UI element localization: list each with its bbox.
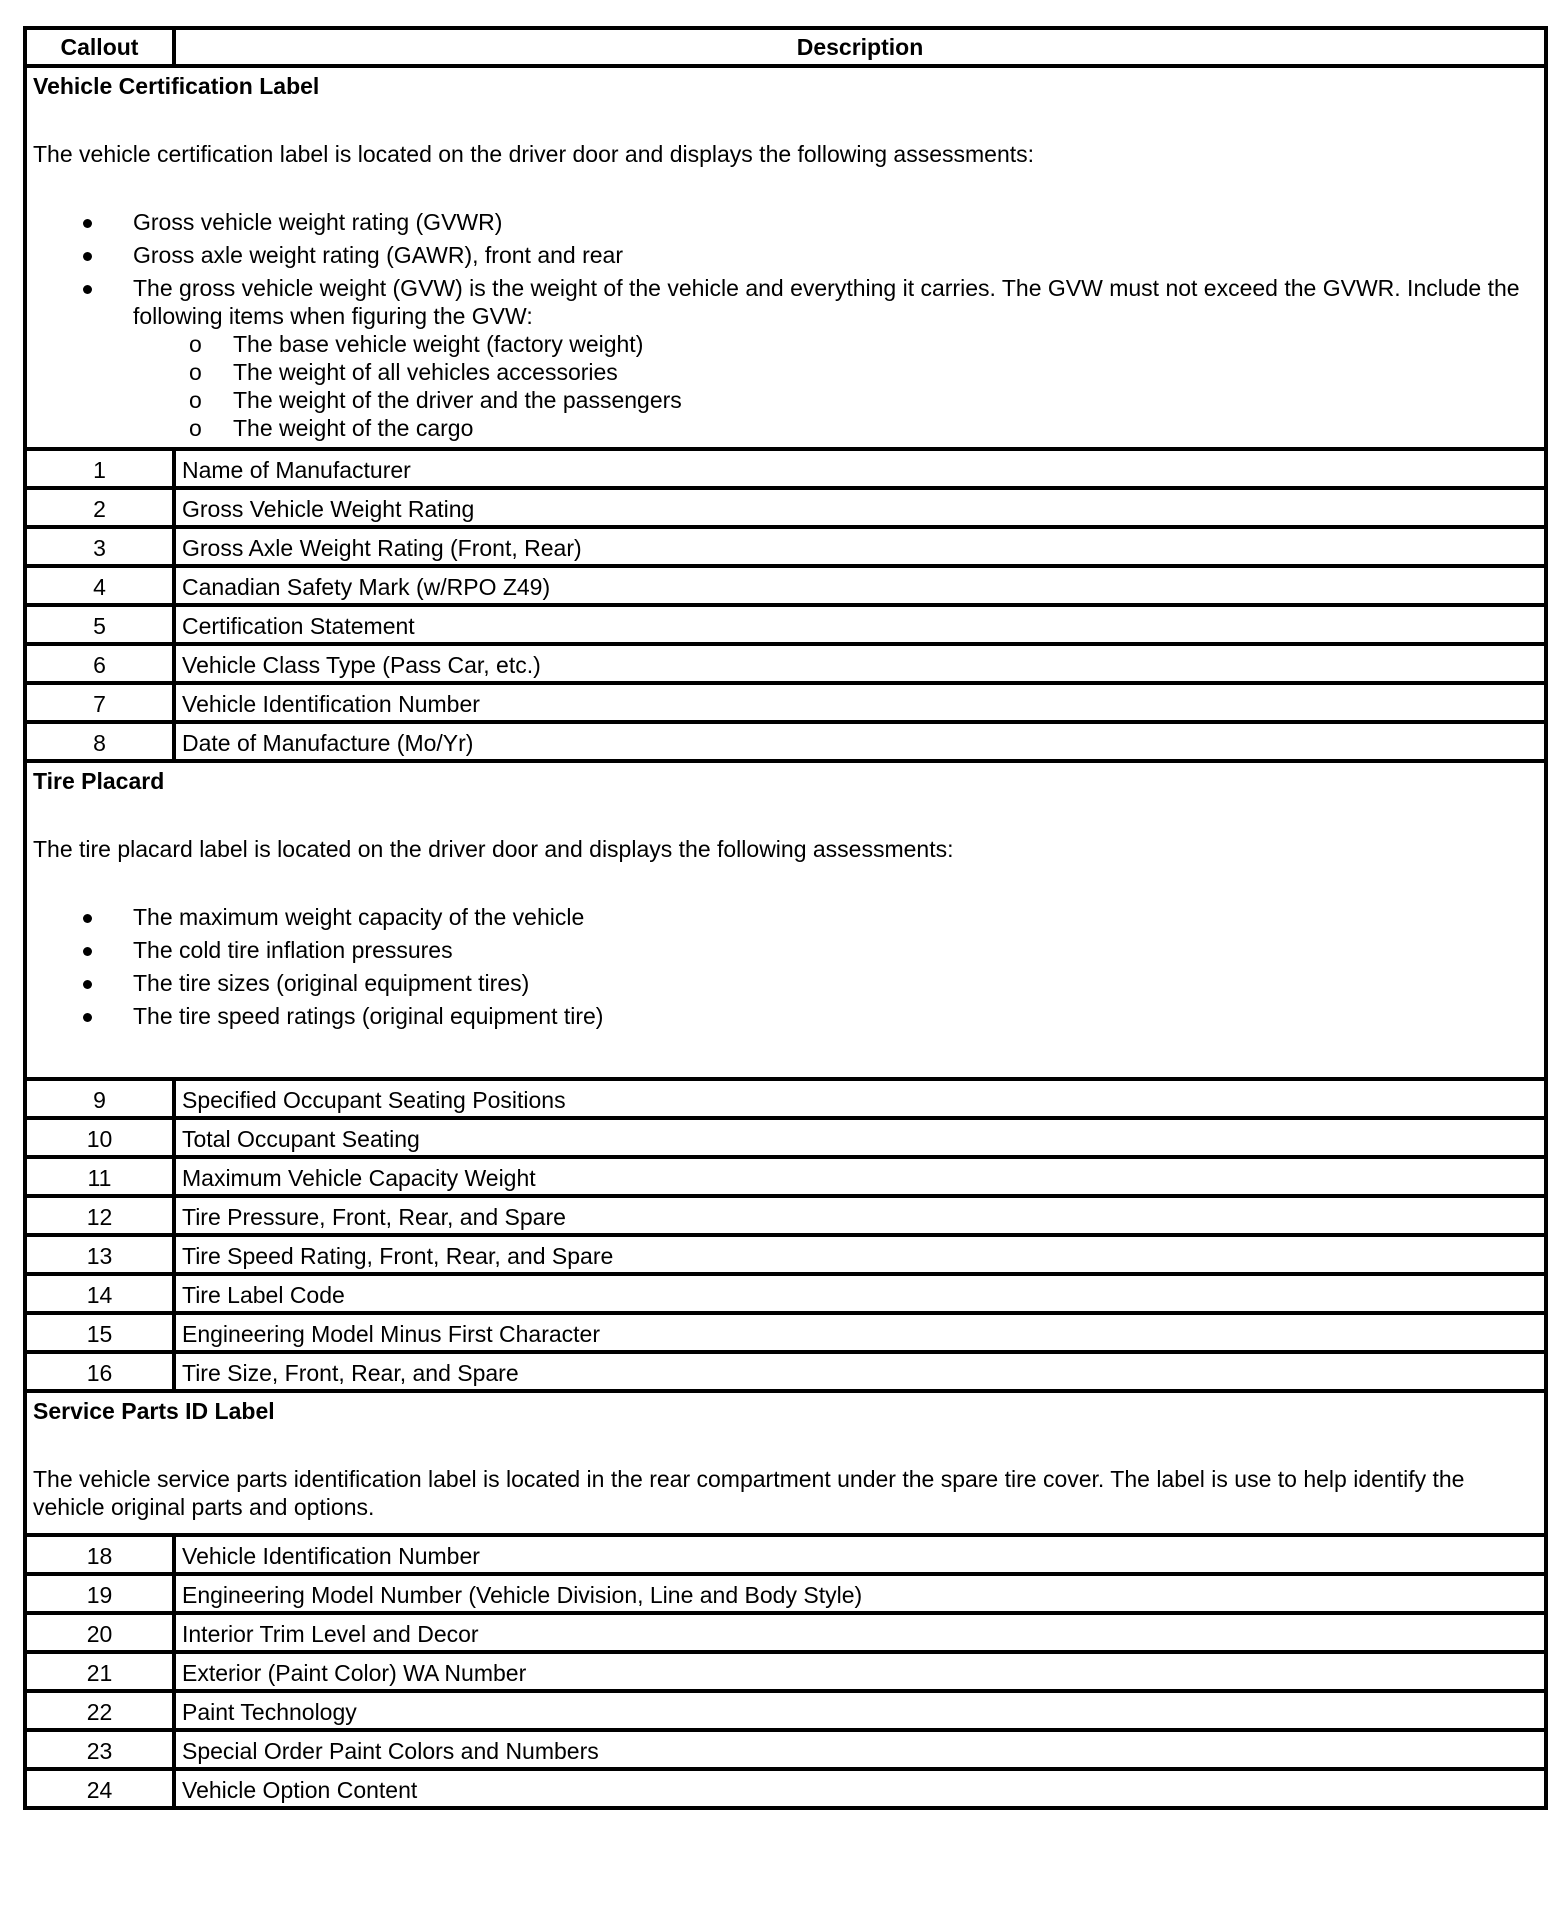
section-cell: [25, 66, 1546, 449]
bullet-item: [33, 969, 1538, 997]
header-row: [25, 28, 1546, 66]
table-row: [25, 605, 1546, 644]
sub-bullet-item: [133, 330, 1528, 358]
circle-bullet-icon: o: [189, 387, 202, 413]
callout-number: 22: [25, 1691, 174, 1730]
callout-description: Canadian Safety Mark (w/RPO Z49): [174, 566, 1546, 605]
table-row: [25, 1118, 1546, 1157]
callout-description: Exterior (Paint Color) WA Number: [174, 1652, 1546, 1691]
callout-description: Tire Size, Front, Rear, and Spare: [174, 1352, 1546, 1391]
bullet-text: The cold tire inflation pressures: [133, 937, 453, 963]
bullet-text: The gross vehicle weight (GVW) is the weight of the vehicle and everything it carries. The GVW must not exceed the GVWR. Include the following items when figuring the GVW:: [133, 275, 1520, 329]
callout-number: 15: [25, 1313, 174, 1352]
bullet-text: Gross axle weight rating (GAWR), front and rear: [133, 242, 623, 268]
section-cell: [25, 1391, 1546, 1535]
callout-number: 16: [25, 1352, 174, 1391]
section-intro: The vehicle certification label is located on the driver door and displays the following assessments:: [33, 141, 1035, 167]
callout-column-header: Callout: [25, 28, 174, 66]
section-cell: [25, 761, 1546, 1079]
table-row: [25, 1535, 1546, 1574]
callout-number: 12: [25, 1196, 174, 1235]
callout-number: 7: [25, 683, 174, 722]
sub-bullet-text: The weight of the cargo: [233, 415, 474, 441]
section-intro: The tire placard label is located on the driver door and displays the following assessments:: [33, 836, 954, 862]
callout-description: Tire Speed Rating, Front, Rear, and Spare: [174, 1235, 1546, 1274]
table-row: [25, 1274, 1546, 1313]
callout-number: 10: [25, 1118, 174, 1157]
callout-description: Certification Statement: [174, 605, 1546, 644]
sub-bullet-item: [133, 386, 1528, 414]
callout-number: 24: [25, 1769, 174, 1808]
callout-description: Engineering Model Minus First Character: [174, 1313, 1546, 1352]
callout-number: 8: [25, 722, 174, 761]
callout-description: Engineering Model Number (Vehicle Division, Line and Body Style): [174, 1574, 1546, 1613]
bullet-text: The tire speed ratings (original equipment tire): [133, 1003, 604, 1029]
table-row: [25, 1769, 1546, 1808]
bullet-dot-icon: [83, 1013, 92, 1022]
bullet-dot-icon: [83, 947, 92, 956]
callout-number: 23: [25, 1730, 174, 1769]
callout-description: Maximum Vehicle Capacity Weight: [174, 1157, 1546, 1196]
callout-number: 13: [25, 1235, 174, 1274]
bullet-list: [33, 903, 1538, 1030]
table-row: [25, 1352, 1546, 1391]
callout-number: 14: [25, 1274, 174, 1313]
bullet-dot-icon: [83, 914, 92, 923]
section-title: Tire Placard: [33, 768, 165, 794]
callout-number: 11: [25, 1157, 174, 1196]
table-row: [25, 644, 1546, 683]
callout-description: Specified Occupant Seating Positions: [174, 1079, 1546, 1118]
bullet-dot-icon: [83, 252, 92, 261]
callout-number: 18: [25, 1535, 174, 1574]
bullet-text: Gross vehicle weight rating (GVWR): [133, 209, 503, 235]
callout-description: Vehicle Identification Number: [174, 683, 1546, 722]
callout-description: Gross Axle Weight Rating (Front, Rear): [174, 527, 1546, 566]
bullet-item: [33, 208, 1538, 236]
table-row: [25, 527, 1546, 566]
section-row-service-parts-id: [25, 1391, 1546, 1535]
callout-description: Tire Label Code: [174, 1274, 1546, 1313]
callout-description: Vehicle Class Type (Pass Car, etc.): [174, 644, 1546, 683]
bullet-dot-icon: [83, 980, 92, 989]
bullet-dot-icon: [83, 285, 92, 294]
table-row: [25, 1235, 1546, 1274]
bullet-item: [33, 241, 1538, 269]
bullet-text: The tire sizes (original equipment tires): [133, 970, 530, 996]
callout-description: Name of Manufacturer: [174, 449, 1546, 488]
table-row: [25, 1652, 1546, 1691]
table-row: [25, 683, 1546, 722]
callout-description: Vehicle Identification Number: [174, 1535, 1546, 1574]
table-row: [25, 1730, 1546, 1769]
circle-bullet-icon: o: [189, 359, 202, 385]
callout-description: Interior Trim Level and Decor: [174, 1613, 1546, 1652]
bullet-item: [33, 936, 1538, 964]
sub-bullet-text: The weight of the driver and the passengers: [233, 387, 682, 413]
callout-number: 2: [25, 488, 174, 527]
bullet-text: The maximum weight capacity of the vehicle: [133, 904, 585, 930]
callout-number: 6: [25, 644, 174, 683]
bullet-item: [33, 903, 1538, 931]
table-row: [25, 1613, 1546, 1652]
table-row: [25, 1691, 1546, 1730]
sub-bullet-text: The weight of all vehicles accessories: [233, 359, 618, 385]
bullet-item: [33, 274, 1538, 442]
callout-number: 3: [25, 527, 174, 566]
callout-description: Paint Technology: [174, 1691, 1546, 1730]
bullet-list: [33, 208, 1538, 442]
table-row: [25, 1313, 1546, 1352]
callout-description: Date of Manufacture (Mo/Yr): [174, 722, 1546, 761]
callout-description: Special Order Paint Colors and Numbers: [174, 1730, 1546, 1769]
callout-description: Tire Pressure, Front, Rear, and Spare: [174, 1196, 1546, 1235]
circle-bullet-icon: o: [189, 331, 202, 357]
callout-table: [23, 26, 1548, 1810]
bullet-item: [33, 1002, 1538, 1030]
table-row: [25, 1574, 1546, 1613]
callout-number: 1: [25, 449, 174, 488]
callout-description: Gross Vehicle Weight Rating: [174, 488, 1546, 527]
callout-description: Total Occupant Seating: [174, 1118, 1546, 1157]
callout-number: 5: [25, 605, 174, 644]
callout-number: 9: [25, 1079, 174, 1118]
table-row: [25, 1196, 1546, 1235]
callout-number: 19: [25, 1574, 174, 1613]
section-intro: The vehicle service parts identification label is located in the rear compartment under the spare tire cover. The label is use to help identify the vehicle original parts and options.: [33, 1466, 1465, 1520]
table-row: [25, 722, 1546, 761]
sub-bullet-list: [133, 330, 1528, 442]
sub-bullet-item: [133, 414, 1528, 442]
sub-bullet-text: The base vehicle weight (factory weight): [233, 331, 644, 357]
sub-bullet-item: [133, 358, 1528, 386]
table-row: [25, 449, 1546, 488]
section-title: Service Parts ID Label: [33, 1398, 275, 1424]
section-row-vehicle-certification: [25, 66, 1546, 449]
section-row-tire-placard: [25, 761, 1546, 1079]
callout-number: 20: [25, 1613, 174, 1652]
section-title: Vehicle Certification Label: [33, 73, 320, 99]
table-row: [25, 566, 1546, 605]
callout-number: 4: [25, 566, 174, 605]
callout-number: 21: [25, 1652, 174, 1691]
table-row: [25, 1157, 1546, 1196]
table-row: [25, 488, 1546, 527]
bullet-dot-icon: [83, 219, 92, 228]
table-row: [25, 1079, 1546, 1118]
description-column-header: Description: [174, 28, 1546, 66]
callout-description: Vehicle Option Content: [174, 1769, 1546, 1808]
circle-bullet-icon: o: [189, 415, 202, 441]
